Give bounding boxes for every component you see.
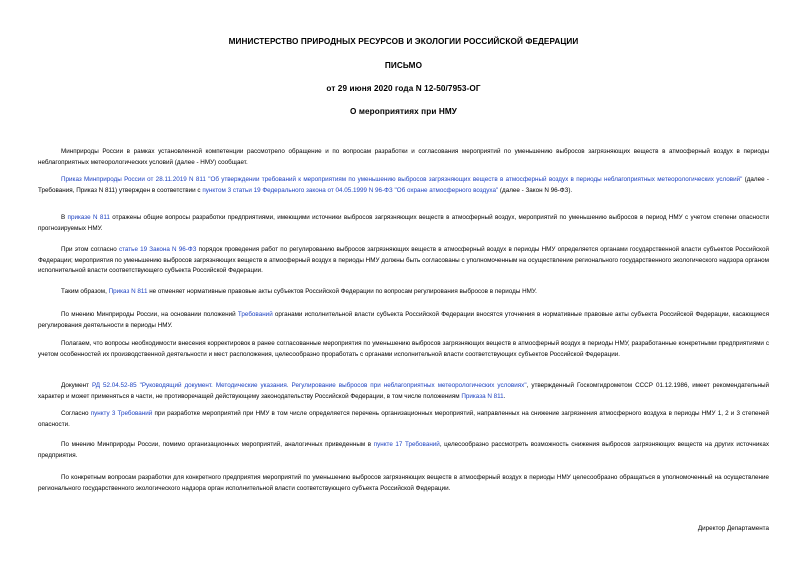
- paragraph-2: [38, 175, 769, 196]
- paragraph-1: [38, 147, 769, 168]
- paragraph-text: По мнению Минприроды России, на основании положений: [61, 311, 238, 318]
- paragraph-text: порядок проведения работ по регулированию выбросов загрязняющих веществ в атмосферный воздух в периоды НМУ определяется органами государственной власти субъектов Российской Федерации; мероприятия по уменьшению выбросов загрязняющих веществ в атмосферный воздух в периоды НМУ должны быть согласованы с уполномоченным на осуществление регионального государственного экологического надзора органом исполнительной власти соответствующего субъекта Российской Федерации.: [38, 246, 769, 275]
- document-link[interactable]: пункту 3 Требований: [90, 410, 153, 417]
- paragraph-text: Согласно: [61, 410, 91, 417]
- paragraph-text: .: [503, 392, 506, 400]
- document-link[interactable]: Приказа N 811: [461, 392, 504, 400]
- paragraph-text: По мнению Минприроды России, помимо организационных мероприятий, аналогичных приведенным в: [61, 441, 374, 448]
- paragraph-4: [38, 245, 769, 277]
- paragraph-8: [38, 381, 769, 402]
- document-date-number: от 29 июня 2020 года N 12-50/7953-ОГ: [326, 84, 481, 93]
- paragraph-text: Документ: [61, 382, 92, 389]
- paragraph-7: [38, 339, 769, 360]
- paragraph-text: не отменяет нормативные правовые акты субъектов Российской Федерации по вопросам регулирования выбросов в периоды НМУ.: [147, 288, 537, 295]
- document-link[interactable]: Приказ Минприроды России от 28.11.2019 N 811 "Об утверждении требований к мероприятиям по уменьшению выбросов загрязняющих веществ в атмосферный воздух в периоды неблагоприятных метеорологических условий": [61, 176, 743, 183]
- paragraph-text: , утвержденный Госкомгидрометом СССР 01.12.1986, имеет рекомендательный характер и может применяться в части, не противоречащей действующему законодательству Российской Федерации, в том числе положениям: [38, 382, 770, 400]
- document-link[interactable]: пункте 17 Требований: [373, 441, 440, 448]
- paragraph-text: , целесообразно рассмотреть возможность снижения выбросов загрязняющих веществ на других источниках предприятия.: [38, 441, 769, 459]
- paragraph-11: [38, 473, 769, 494]
- paragraph-text: По конкретным вопросам разработки для конкретного предприятия мероприятий по уменьшению выбросов загрязняющих веществ в атмосферный воздух в периоды НМУ целесообразно обращаться в уполномоченный на осуществление регионального государственного экологического надзора орган исполнительной власти соответствующего субъекта Российской Федерации.: [38, 474, 769, 492]
- signature-title: Директор Департамента: [697, 525, 769, 532]
- paragraph-text: (далее - Закон N 96-ФЗ).: [498, 186, 573, 194]
- paragraph-text: Минприроды России в рамках установленной компетенции рассмотрело обращение и по вопросам разработки и согласования мероприятий по уменьшению выбросов загрязняющих веществ в атмосферный воздух в периоды неблагоприятных метеорологических условий (далее - НМУ) сообщает.: [38, 148, 769, 166]
- paragraph-3: [38, 213, 769, 234]
- paragraph-9: [38, 409, 769, 430]
- paragraph-text: (далее - Требования, Приказ N 811) утвержден в соответствии с: [38, 176, 769, 194]
- paragraph-text: при разработке мероприятий при НМУ в том числе определяется перечень организационных мероприятий, направленных на снижение загрязнения атмосферного воздуха в периоды НМУ 1, 2 и 3 степеней опасности.: [38, 410, 769, 428]
- paragraph-5: [38, 287, 769, 298]
- paragraph-6: [38, 310, 769, 331]
- document-type: ПИСЬМО: [384, 61, 423, 70]
- document-link[interactable]: Требований: [237, 311, 273, 318]
- document-subject: О мероприятиях при НМУ: [350, 107, 457, 116]
- document-link[interactable]: Приказ N 811: [108, 288, 148, 295]
- document-link[interactable]: пунктом 3 статьи 19 Федерального закона от 04.05.1999 N 96-ФЗ "Об охране атмосферного воздуха": [202, 186, 499, 194]
- ministry-title: МИНИСТЕРСТВО ПРИРОДНЫХ РЕСУРСОВ И ЭКОЛОГИИ РОССИЙСКОЙ ФЕДЕРАЦИИ: [228, 37, 579, 46]
- paragraph-10: [38, 440, 769, 461]
- document-link[interactable]: РД 52.04.52-85 "Руководящий документ. Методические указания. Регулирование выбросов при неблагоприятных метеорологических условиях": [91, 382, 527, 389]
- paragraph-text: Таким образом,: [61, 288, 109, 295]
- paragraph-text: В: [61, 214, 68, 221]
- document-link[interactable]: приказе N 811: [67, 214, 110, 221]
- paragraph-text: При этом согласно: [61, 246, 119, 253]
- document-link[interactable]: статье 19 Закона N 96-ФЗ: [118, 246, 197, 253]
- paragraph-text: органами исполнительной власти субъекта Российской Федерации вносятся уточнения в нормативные правовые акты субъекта Российской Федерации, касающиеся регулирования деятельности в периоды НМУ.: [38, 311, 769, 329]
- paragraph-text: Полагаем, что вопросы необходимости внесения корректировок в ранее согласованные мероприятия по уменьшению выбросов загрязняющих веществ в атмосферный воздух в периоды НМУ, разработанные конкретными предприятиями с учетом особенностей их производственной деятельности и мест расположения, целесообразно проработать с органами исполнительной власти соответствующих субъектов Российской Федерации.: [38, 340, 769, 358]
- paragraph-text: отражены общие вопросы разработки предприятиями, имеющими источники выбросов загрязняющих веществ в атмосферный воздух, мероприятий по уменьшению выбросов в период НМУ с учетом степени опасности прогнозируемых НМУ.: [38, 214, 769, 232]
